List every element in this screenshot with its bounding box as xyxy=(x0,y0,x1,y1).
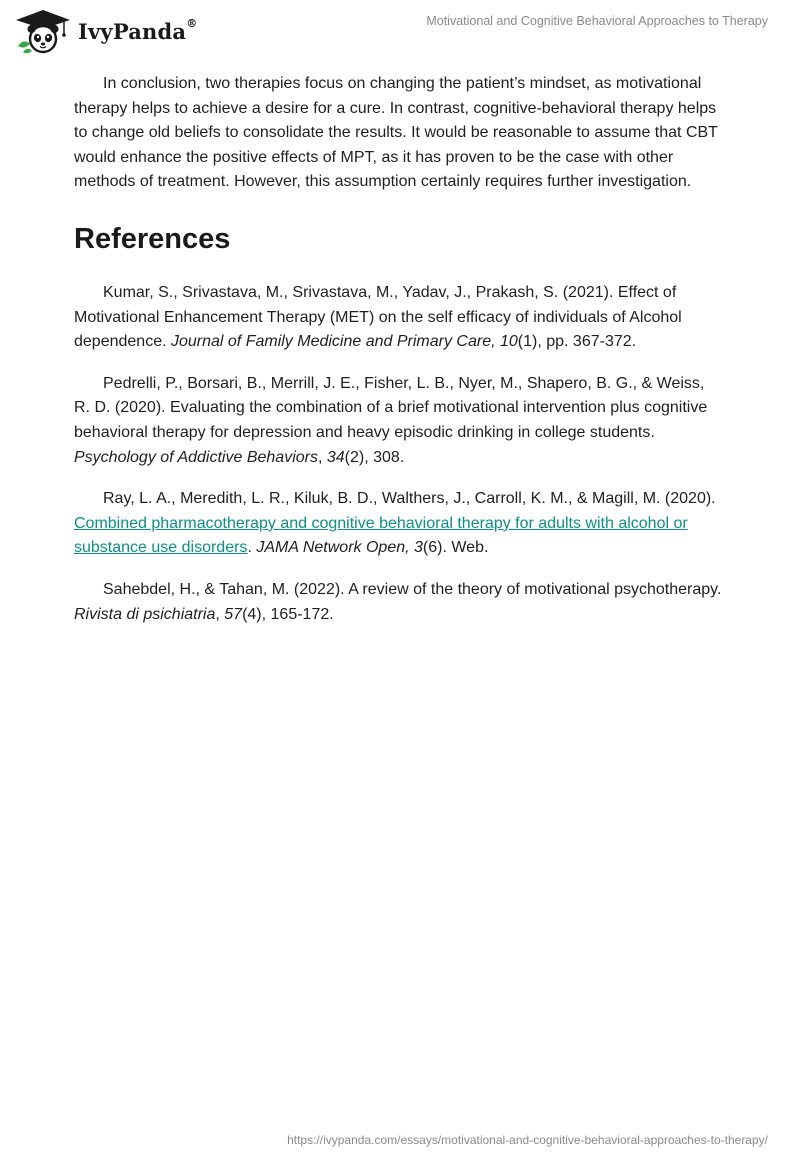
journal-title: Rivista di psichiatria xyxy=(74,605,216,623)
conclusion-paragraph: In conclusion, two therapies focus on changing the patient’s mindset, as motivational therapy helps to achieve a desire for a cure. In contrast, cognitive-behavioral therapy helps to change old beliefs to consolidate the results. It would be reasonable to assume that CBT would enhance the positive effects of MPT, as it has proven to be the case with other methods of treatment. However, this assumption certainly requires further investigation. xyxy=(74,75,718,191)
reference-item: Pedrelli, P., Borsari, B., Merrill, J. E., Fisher, L. B., Nyer, M., Shapero, B. G., & Weiss, R. D. (2020). Evaluating the combination of a brief motivational intervention plus cognitive behavioral therapy for depression and heavy episodic drinking in college students. Psychology of Addictive Behaviors, 34(2), 308. xyxy=(74,374,708,466)
journal-volume: 57 xyxy=(224,605,243,623)
reference-item: Sahebdel, H., & Tahan, M. (2022). A review of the theory of motivational psychotherapy. Rivista di psichiatria, 57(4), 165-172. xyxy=(74,580,722,623)
journal-volume: 34 xyxy=(326,448,345,466)
reference-item: Ray, L. A., Meredith, L. R., Kiluk, B. D., Walthers, J., Carroll, K. M., & Magill, M. (2020). Combined pharmacotherapy and cognitive behavioral therapy for adults with alcohol or substance use disorders. JAMA Network Open, 3(6). Web. xyxy=(74,490,716,557)
document-body xyxy=(74,72,724,644)
references-heading: References xyxy=(74,222,231,255)
brand-name: IvyPanda® xyxy=(78,16,198,44)
journal-title: Psychology of Addictive Behaviors xyxy=(74,448,318,466)
journal-title: JAMA Network Open, 3 xyxy=(256,539,423,557)
panda-graduate-icon xyxy=(14,8,72,54)
page-header xyxy=(0,0,800,60)
registered-mark: ® xyxy=(186,16,198,30)
ivypanda-logo[interactable] xyxy=(14,8,197,54)
reference-link[interactable]: Combined pharmacotherapy and cognitive behavioral therapy for adults with alcohol or substance use disorders xyxy=(74,514,688,557)
reference-item: Kumar, S., Srivastava, M., Srivastava, M., Yadav, J., Prakash, S. (2021). Effect of Motivational Enhancement Therapy (MET) on the self efficacy of individuals of Alcohol dependence. Journal of Family Medicine and Primary Care, 10(1), pp. 367-372. xyxy=(74,283,682,351)
journal-title: Journal of Family Medicine and Primary Care, 10 xyxy=(170,333,518,351)
document-title: Motivational and Cognitive Behavioral Approaches to Therapy xyxy=(426,14,768,28)
footer-url[interactable]: https://ivypanda.com/essays/motivational-and-cognitive-behavioral-approaches-to-therapy/ xyxy=(287,1133,768,1147)
